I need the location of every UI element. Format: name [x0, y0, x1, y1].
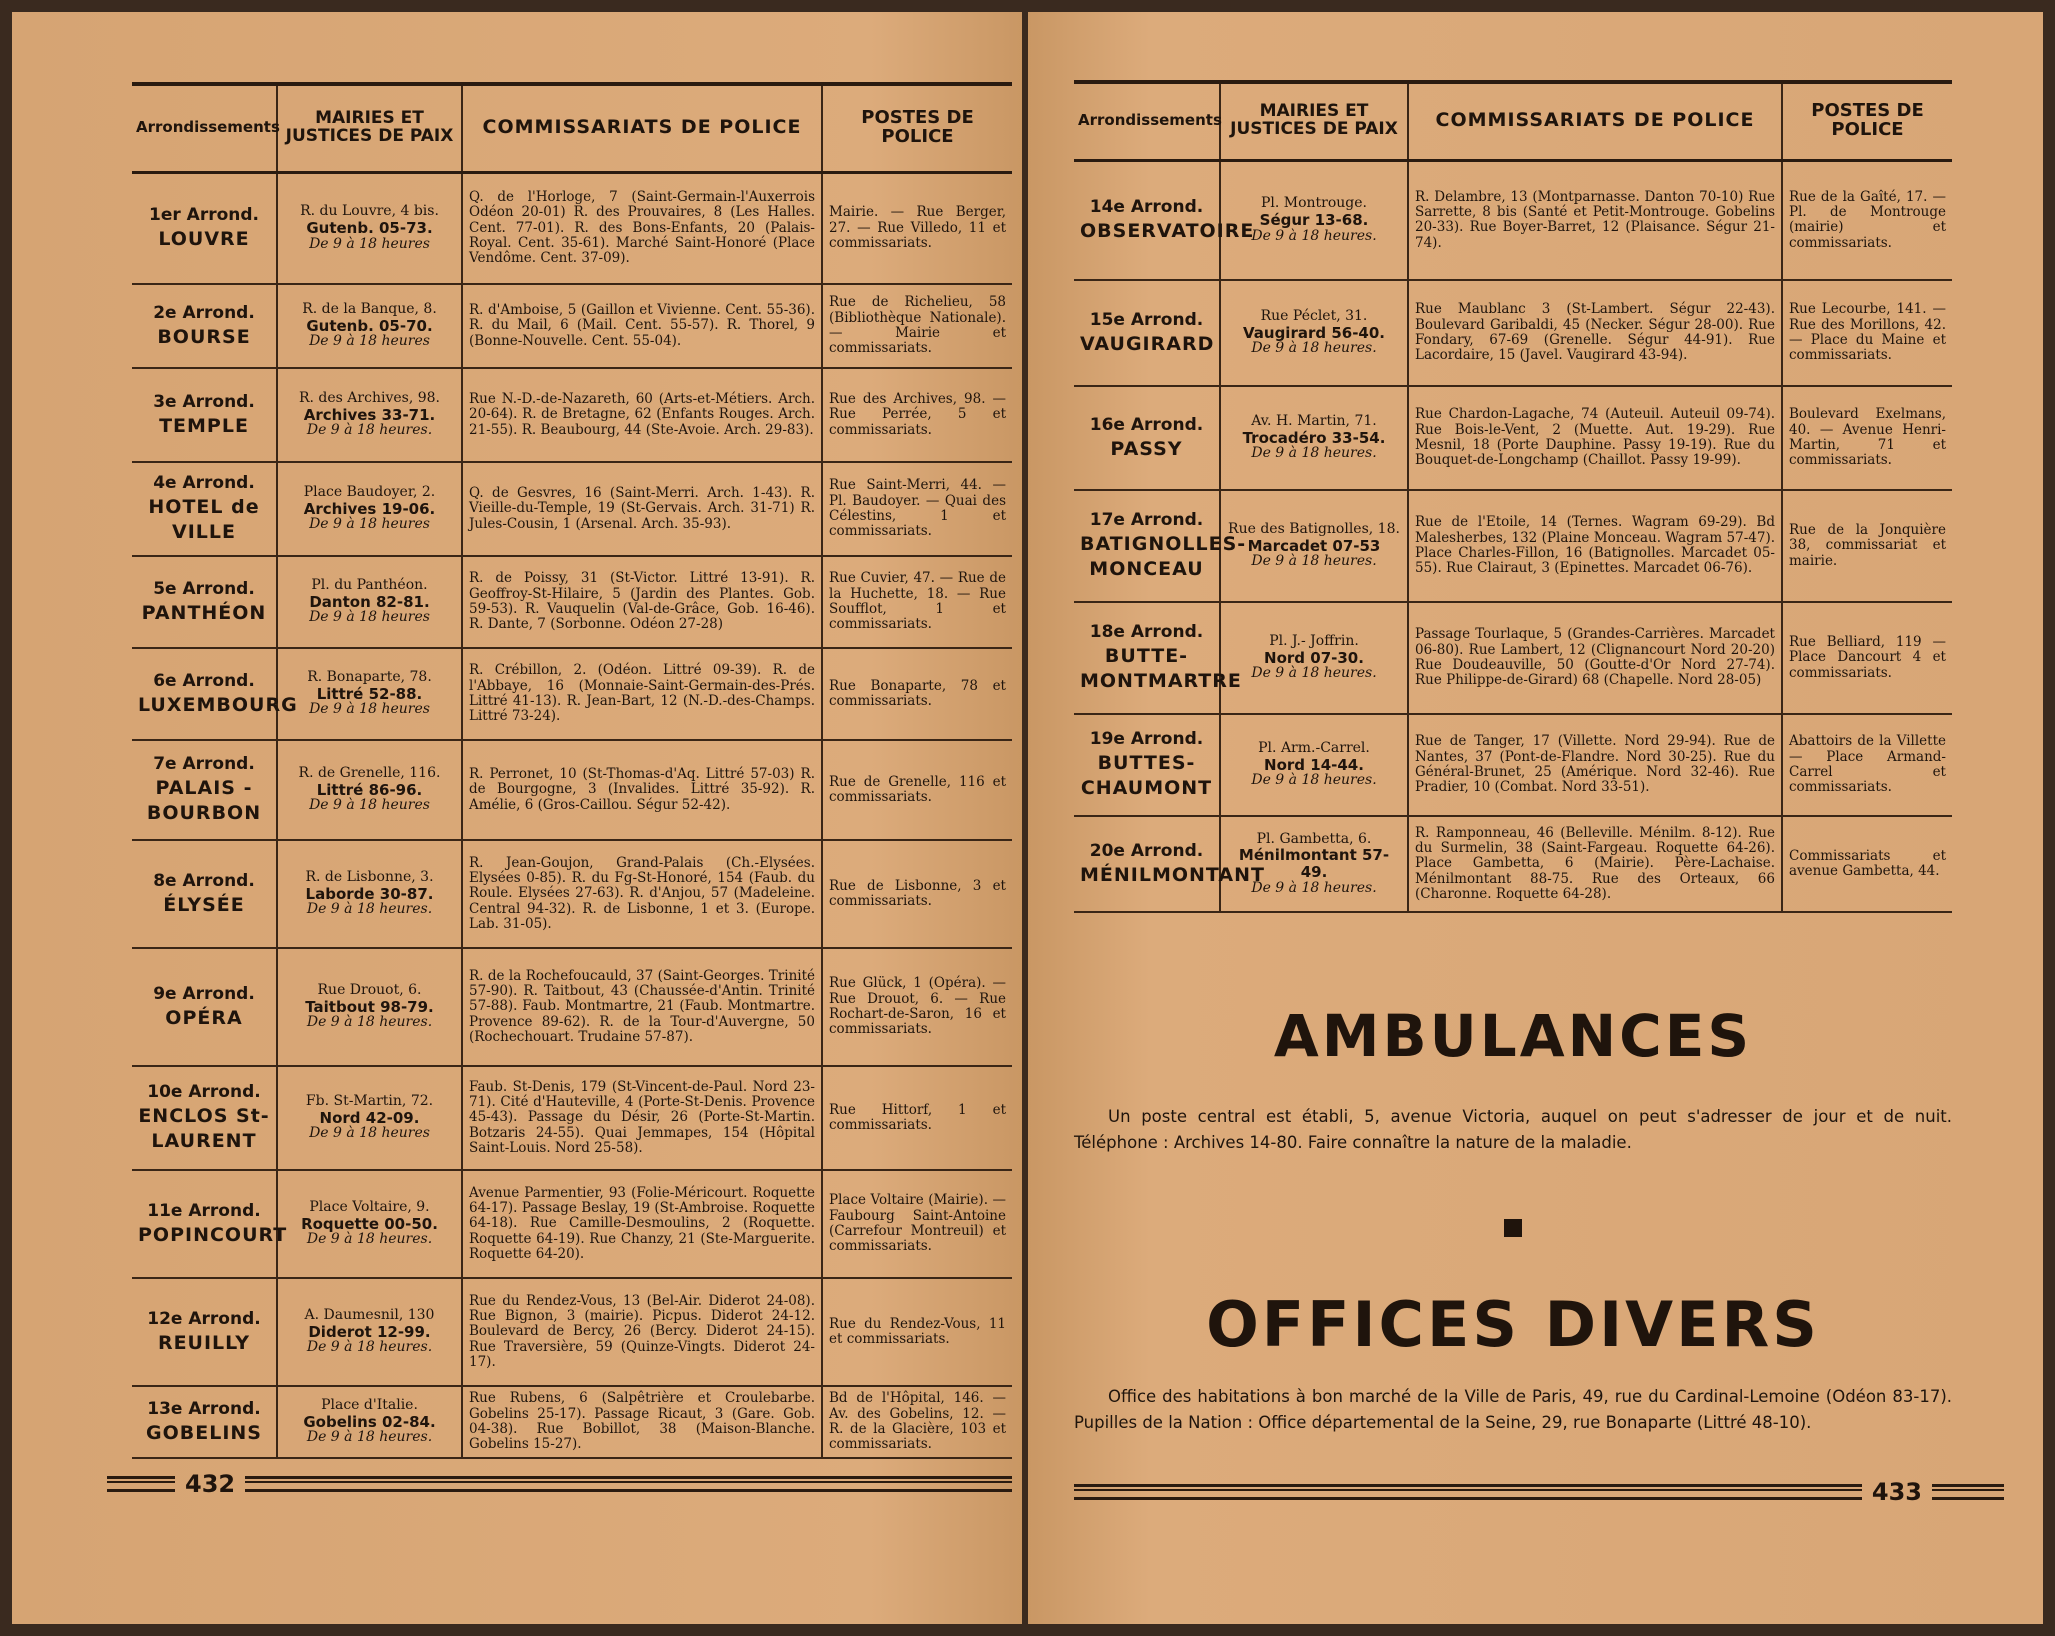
arrondissement-row	[132, 1170, 1012, 1278]
arrondissement-row	[132, 1066, 1012, 1170]
commissariats-cell: Q. de Gesvres, 16 (Saint-Merri. Arch. 1-43). R. Vieille-du-Temple, 19 (St-Gervais. Arch. 31-71) R. Jules-Cousin, 1 (Arsenal. Arch. 35-93).	[462, 462, 822, 556]
header-arrondissements: Arrondissements	[132, 84, 277, 172]
right-page	[1028, 12, 2043, 1624]
mairie-hours: De 9 à 18 heures.	[306, 1339, 433, 1356]
mairie-hours: De 9 à 18 heures.	[1251, 445, 1377, 462]
mairie-phone: Nord 07-30.	[1264, 648, 1364, 667]
mairie-address: R. des Archives, 98.	[298, 389, 440, 406]
offices-divers-heading: OFFICES DIVERS	[1206, 1288, 1820, 1361]
arrondissement-row	[132, 172, 1012, 284]
postes-cell: Commissariats et avenue Gambetta, 44.	[1782, 816, 1952, 912]
arrondissement-name: PANTHÉON	[141, 601, 267, 624]
arrondissement-row	[132, 368, 1012, 462]
arrondissement-row	[132, 1386, 1012, 1458]
mairie-hours: De 9 à 18 heures.	[306, 1231, 433, 1248]
arrondissement-number: 10e Arrond.	[147, 1081, 261, 1102]
arrondissement-number: 12e Arrond.	[147, 1308, 261, 1329]
mairie-hours: De 9 à 18 heures.	[306, 422, 433, 439]
ambulances-heading: AMBULANCES	[1273, 1002, 1753, 1070]
arrondissement-name: ENCLOS St-LAURENT	[138, 1104, 270, 1153]
arrondissement-number: 20e Arrond.	[1089, 840, 1204, 861]
arrondissement-name: TEMPLE	[159, 414, 249, 437]
header-commissariats: COMMISSARIATS DE POLICE	[1408, 82, 1782, 160]
header-mairies: MAIRIES ET JUSTICES DE PAIX	[277, 84, 462, 172]
commissariats-cell: R. d'Amboise, 5 (Gaillon et Vivienne. Cent. 55-36). R. du Mail, 6 (Mail. Cent. 55-57). R. Thorel, 9 (Bonne-Nouvelle. Cent. 55-04).	[462, 284, 822, 368]
arrondissement-name: GOBELINS	[146, 1421, 262, 1444]
arrondissement-name: LOUVRE	[158, 227, 250, 250]
arrondissement-name: BATIGNOLLES-MONCEAU	[1080, 532, 1247, 581]
arrondissement-row	[132, 284, 1012, 368]
arrondissement-cell	[132, 1386, 277, 1458]
arrondissement-row	[1074, 386, 1952, 490]
mairie-cell	[1220, 280, 1408, 386]
arrondissement-cell	[132, 556, 277, 648]
commissariats-cell: R. Delambre, 13 (Montparnasse. Danton 70-10) Rue Sarrette, 8 bis (Santé et Petit-Montrouge. Gobelins 20-33). Rue Boyer-Barret, 12 (Plaisance. Ségur 21-74).	[1408, 160, 1782, 280]
postes-cell: Rue Bonaparte, 78 et commissariats.	[822, 648, 1012, 740]
footer-rule	[1074, 1484, 1862, 1500]
arrondissement-number: 13e Arrond.	[147, 1398, 261, 1419]
mairie-cell	[277, 648, 462, 740]
arrondissement-number: 5e Arrond.	[153, 578, 255, 599]
mairie-cell	[277, 840, 462, 948]
postes-cell: Boulevard Exelmans, 40. — Avenue Henri-Martin, 71 et commissariats.	[1782, 386, 1952, 490]
right-page-footer	[1074, 1478, 2004, 1506]
arrondissement-row	[1074, 160, 1952, 280]
arrondissement-name: BOURSE	[157, 325, 251, 348]
offices-divers-text: Office des habitations à bon marché de la Ville de Paris, 49, rue du Cardinal-Lemoine (Odéon 83-17). Pupilles de la Nation : Office départemental de la Seine, 29, rue Bonaparte (Littré 48-10).	[1074, 1387, 1952, 1432]
arrondissement-row	[1074, 714, 1952, 816]
mairie-phone: Nord 42-09.	[319, 1108, 420, 1127]
arrondissement-name: LUXEMBOURG	[138, 693, 298, 716]
mairie-phone: Gutenb. 05-70.	[306, 316, 433, 335]
arrondissement-cell	[132, 368, 277, 462]
arrondissement-cell	[132, 740, 277, 840]
mairie-phone: Diderot 12-99.	[308, 1322, 431, 1341]
arrondissement-number: 15e Arrond.	[1089, 309, 1204, 330]
mairie-cell	[277, 462, 462, 556]
arrondissement-cell	[1074, 280, 1220, 386]
mairie-cell	[1220, 602, 1408, 714]
mairie-cell	[277, 284, 462, 368]
arrondissement-row	[132, 840, 1012, 948]
mairie-phone: Littré 86-96.	[316, 780, 423, 799]
mairie-phone: Ségur 13-68.	[1259, 210, 1369, 229]
mairie-address: R. de la Banque, 8.	[302, 300, 437, 317]
commissariats-cell: Rue de Tanger, 17 (Villette. Nord 29-94). Rue de Nantes, 37 (Pont-de-Flandre. Nord 30-25). Rue du Général-Brunet, 25 (Amérique. Nord 32-46). Rue Pradier, 10 (Combat. Nord 33-51).	[1408, 714, 1782, 816]
mairie-phone: Gobelins 02-84.	[303, 1412, 436, 1431]
arrondissement-row	[1074, 490, 1952, 602]
mairie-address: R. du Louvre, 4 bis.	[300, 203, 439, 220]
arrondissement-cell	[132, 284, 277, 368]
mairie-address: Rue Péclet, 31.	[1260, 307, 1368, 324]
mairie-phone: Vaugirard 56-40.	[1242, 323, 1386, 342]
arrondissement-number: 16e Arrond.	[1089, 414, 1204, 435]
arrondissement-row	[132, 1278, 1012, 1386]
commissariats-cell: R. de Poissy, 31 (St-Victor. Littré 13-91). R. Geoffroy-St-Hilaire, 5 (Jardin des Plantes. Gob. 59-53). R. Vauquelin (Val-de-Grâce, Gob. 16-46). R. Dante, 7 (Sorbonne. Odéon 27-28)	[462, 556, 822, 648]
mairie-cell	[1220, 386, 1408, 490]
mairie-phone: Nord 14-44.	[1264, 755, 1364, 774]
arrondissement-number: 7e Arrond.	[153, 753, 255, 774]
arrondissement-cell	[1074, 160, 1255, 280]
mairie-hours: De 9 à 18 heures	[309, 333, 430, 350]
mairie-address: R. de Lisbonne, 3.	[305, 868, 434, 885]
arrondissement-cell	[1074, 602, 1242, 714]
mairie-address: A. Daumesnil, 130	[304, 1306, 435, 1323]
commissariats-cell: R. de la Rochefoucauld, 37 (Saint-Georges. Trinité 57-90). R. Taitbout, 43 (Chaussée-d'Antin. Trinité 57-88). Faub. Montmartre, 21 (Faub. Montmartre. Provence 89-62). R. de la Tour-d'Auvergne, 50 (Rochechouart. Trudaine 57-87).	[462, 948, 822, 1066]
footer-rule	[1932, 1484, 2004, 1500]
commissariats-cell: R. Jean-Goujon, Grand-Palais (Ch.-Elysées. Elysées 0-85). R. du Fg-St-Honoré, 154 (Faub. du Roule. Elysées 27-63). R. d'Anjou, 57 (Madeleine. Central 94-32). R. de Lisbonne, 1 et 3. (Europe. Lab. 31-05).	[462, 840, 822, 948]
commissariats-cell: R. Crébillon, 2. (Odéon. Littré 09-39). R. de l'Abbaye, 16 (Monnaie-Saint-Germain-des-Prés. Littré 41-13). R. Jean-Bart, 12 (N.-D.-des-Champs. Littré 73-24).	[462, 648, 822, 740]
arrondissement-name: PALAIS - BOURBON	[146, 776, 262, 825]
postes-cell: Place Voltaire (Mairie). — Faubourg Saint-Antoine (Carrefour Montreuil) et commissariats.	[822, 1170, 1012, 1278]
arrondissement-cell	[1074, 386, 1220, 490]
arrondissement-name: MÉNILMONTANT	[1080, 863, 1265, 886]
header-commissariats: COMMISSARIATS DE POLICE	[462, 84, 822, 172]
mairie-address: Pl. du Panthéon.	[311, 576, 428, 593]
arrondissement-name: OBSERVATOIRE	[1080, 219, 1255, 242]
mairie-hours: De 9 à 18 heures	[309, 609, 430, 626]
postes-cell: Rue Hittorf, 1 et commissariats.	[822, 1066, 1012, 1170]
ambulances-text: Un poste central est établi, 5, avenue Victoria, auquel on peut s'adresser de jour et de nuit. Téléphone : Archives 14-80. Faire connaître la nature de la maladie.	[1074, 1107, 1952, 1152]
mairie-phone: Roquette 00-50.	[301, 1214, 438, 1233]
header-mairies: MAIRIES ET JUSTICES DE PAIX	[1220, 82, 1408, 160]
mairie-phone: Taitbout 98-79.	[305, 997, 434, 1016]
arrondissement-number: 9e Arrond.	[153, 983, 255, 1004]
mairie-phone: Ménilmontant 57-49.	[1238, 846, 1390, 881]
mairie-hours: De 9 à 18 heures.	[1251, 772, 1377, 789]
mairie-hours: De 9 à 18 heures.	[1251, 227, 1377, 244]
arrondissement-cell	[132, 648, 298, 740]
postes-cell: Rue Saint-Merri, 44. — Pl. Baudoyer. — Quai des Célestins, 1 et commissariats.	[822, 462, 1012, 556]
arrondissement-cell	[1074, 714, 1220, 816]
commissariats-cell: Rue de l'Etoile, 14 (Ternes. Wagram 69-29). Bd Malesherbes, 132 (Plaine Monceau. Wagram 57-47). Place Charles-Fillon, 16 (Batignolles. Marcadet 05-55). Rue Clairaut, 3 (Epinettes. Marcadet 06-76).	[1408, 490, 1782, 602]
arrondissement-cell	[1074, 490, 1247, 602]
arrondissement-cell	[132, 172, 277, 284]
arrondissement-number: 19e Arrond.	[1089, 728, 1204, 749]
commissariats-cell: Rue du Rendez-Vous, 13 (Bel-Air. Diderot 24-08). Rue Bignon, 3 (mairie). Picpus. Diderot 24-12. Boulevard de Bercy, 26 (Bercy. Diderot 24-15). Rue Traversière, 59 (Quinze-Vingts. Diderot 24-17).	[462, 1278, 822, 1386]
mairie-address: Place Baudoyer, 2.	[303, 483, 436, 500]
mairie-hours: De 9 à 18 heures.	[1251, 879, 1377, 896]
commissariats-cell: Rue Chardon-Lagache, 74 (Auteuil. Auteuil 09-74). Rue Bois-le-Vent, 2 (Muette. Aut. 19-29). Rue Mesnil, 18 (Porte Dauphine. Passy 19-19). Rue du Bouquet-de-Longchamp (Chaillot. Passy 19-99).	[1408, 386, 1782, 490]
footer-rule	[107, 1476, 175, 1492]
commissariats-cell: Rue Maublanc 3 (St-Lambert. Ségur 22-43). Boulevard Garibaldi, 45 (Necker. Ségur 28-00). Rue Fondary, 67-69 (Grenelle. Ségur 44-91). Rue Lacordaire, 15 (Javel. Vaugirard 43-94).	[1408, 280, 1782, 386]
mairie-phone: Laborde 30-87.	[305, 884, 434, 903]
mairie-phone: Marcadet 07-53	[1247, 536, 1381, 555]
postes-cell: Rue de Richelieu, 58 (Bibliothèque Nationale). — Mairie et commissariats.	[822, 284, 1012, 368]
mairie-hours: De 9 à 18 heures.	[1251, 553, 1377, 570]
arrondissement-row	[132, 740, 1012, 840]
mairie-hours: De 9 à 18 heures.	[306, 901, 433, 918]
commissariats-cell: Avenue Parmentier, 93 (Folie-Méricourt. Roquette 64-17). Passage Beslay, 19 (St-Ambroise. Roquette 64-18). Rue Camille-Desmoulins, 2 (Roquette. Roquette 64-19). Rue Chanzy, 21 (Ste-Marguerite. Roquette 64-20).	[462, 1170, 822, 1278]
arrondissement-number: 2e Arrond.	[153, 302, 255, 323]
postes-cell: Bd de l'Hôpital, 146. — Av. des Gobelins, 12. — R. de la Glacière, 103 et commissariats.	[822, 1386, 1012, 1458]
mairie-hours: De 9 à 18 heures.	[1251, 665, 1377, 682]
commissariats-cell: Passage Tourlaque, 5 (Grandes-Carrières. Marcadet 06-80). Rue Lambert, 12 (Clignancourt Nord 20-20) Rue Doudeauville, 50 (Goutte-d'Or Nord 27-74). Rue Philippe-de-Girard) 68 (Chapelle. Nord 28-05)	[1408, 602, 1782, 714]
arrondissement-number: 11e Arrond.	[147, 1200, 261, 1221]
arrondissement-cell	[132, 1170, 288, 1278]
mairie-cell	[277, 1386, 462, 1458]
header-postes: POSTES DE POLICE	[822, 84, 1012, 172]
mairie-hours: De 9 à 18 heures.	[306, 1014, 433, 1031]
commissariats-cell: R. Perronet, 10 (St-Thomas-d'Aq. Littré 57-03) R. de Bourgogne, 3 (Invalides. Littré 35-92). R. Amélie, 6 (Gros-Caillou. Ségur 52-42).	[462, 740, 822, 840]
arrondissement-name: ÉLYSÉE	[163, 893, 245, 916]
mairie-phone: Archives 19-06.	[303, 499, 436, 518]
postes-cell: Rue Belliard, 119 — Place Dancourt 4 et commissariats.	[1782, 602, 1952, 714]
page-number: 432	[185, 1470, 236, 1498]
arrondissement-number: 8e Arrond.	[153, 870, 255, 891]
mairie-address: Pl. Montrouge.	[1260, 195, 1368, 212]
mairie-cell	[277, 1066, 462, 1170]
mairie-phone: Littré 52-88.	[316, 684, 423, 703]
arrondissement-number: 18e Arrond.	[1089, 621, 1204, 642]
header-postes: POSTES DE POLICE	[1782, 82, 1952, 160]
arrondissement-row	[1074, 816, 1952, 912]
postes-cell: Rue de Grenelle, 116 et commissariats.	[822, 740, 1012, 840]
footer-rule	[245, 1476, 1012, 1492]
postes-cell: Rue de Lisbonne, 3 et commissariats.	[822, 840, 1012, 948]
postes-cell: Mairie. — Rue Berger, 27. — Rue Villedo, 11 et commissariats.	[822, 172, 1012, 284]
postes-cell: Rue Glück, 1 (Opéra). — Rue Drouot, 6. — Rue Rochart-de-Saron, 16 et commissariats.	[822, 948, 1012, 1066]
mairie-address: Av. H. Martin, 71.	[1251, 412, 1377, 429]
mairie-address: Place d'Italie.	[321, 1396, 418, 1413]
mairie-phone: Gutenb. 05-73.	[306, 218, 433, 237]
postes-cell: Rue de la Gaîté, 17. — Pl. de Montrouge (mairie) et commissariats.	[1782, 160, 1952, 280]
arrondissement-row	[1074, 602, 1952, 714]
arrondissement-number: 1er Arrond.	[149, 204, 259, 225]
section-divider-square	[1504, 1219, 1522, 1237]
arrondissement-name: OPÉRA	[165, 1006, 243, 1029]
mairie-address: Fb. St-Martin, 72.	[305, 1092, 434, 1109]
commissariats-cell: Q. de l'Horloge, 7 (Saint-Germain-l'Auxerrois Odéon 20-01) R. des Prouvaires, 8 (Les Halles. Cent. 77-01). R. des Bons-Enfants, 20 (Palais-Royal. Cent. 35-61). Marché Saint-Honoré (Place Vendôme. Cent. 37-09).	[462, 172, 822, 284]
page-number: 433	[1871, 1478, 1922, 1506]
postes-cell: Rue du Rendez-Vous, 11 et commissariats.	[822, 1278, 1012, 1386]
mairie-address: Place Voltaire, 9.	[309, 1198, 430, 1215]
arrondissement-name: PASSY	[1110, 437, 1183, 460]
police-directory-table-left	[132, 82, 1012, 1459]
arrondissement-name: BUTTES-CHAUMONT	[1080, 751, 1213, 800]
arrondissement-number: 3e Arrond.	[153, 391, 255, 412]
arrondissement-name: HOTEL de VILLE	[148, 495, 260, 544]
mairie-cell	[277, 556, 462, 648]
mairie-phone: Danton 82-81.	[309, 592, 430, 611]
arrondissement-row	[132, 556, 1012, 648]
mairie-address: Rue Drouot, 6.	[317, 981, 422, 998]
mairie-cell	[277, 172, 462, 284]
commissariats-cell: Rue N.-D.-de-Nazareth, 60 (Arts-et-Métiers. Arch. 20-64). R. de Bretagne, 62 (Enfants Rouges. Arch. 21-55). R. Beaubourg, 44 (Ste-Avoie. Arch. 29-83).	[462, 368, 822, 462]
mairie-cell	[277, 368, 462, 462]
arrondissement-cell	[132, 840, 277, 948]
postes-cell: Rue de la Jonquière 38, commissariat et mairie.	[1782, 490, 1952, 602]
mairie-address: Pl. J.- Joffrin.	[1269, 632, 1359, 649]
commissariats-cell: Rue Rubens, 6 (Salpêtrière et Croulebarbe. Gobelins 25-17). Passage Ricaut, 3 (Gare. Gob. 04-38). Rue Bobillot, 38 (Maison-Blanche. Gobelins 15-27).	[462, 1386, 822, 1458]
arrondissement-cell	[1074, 816, 1265, 912]
arrondissement-cell	[132, 462, 277, 556]
postes-cell: Rue Lecourbe, 141. — Rue des Morillons, 42. — Place du Maine et commissariats.	[1782, 280, 1952, 386]
arrondissement-number: 6e Arrond.	[153, 670, 255, 691]
mairie-cell	[277, 740, 462, 840]
arrondissement-number: 4e Arrond.	[153, 472, 255, 493]
mairie-hours: De 9 à 18 heures	[309, 1125, 430, 1142]
arrondissement-row	[1074, 280, 1952, 386]
arrondissement-number: 14e Arrond.	[1089, 196, 1204, 217]
mairie-cell	[277, 1278, 462, 1386]
mairie-hours: De 9 à 18 heures.	[306, 1429, 433, 1446]
left-page-footer	[107, 1470, 1012, 1498]
mairie-address: Pl. Arm.-Carrel.	[1258, 739, 1370, 756]
arrondissement-name: BUTTE-MONTMARTRE	[1080, 644, 1242, 693]
police-directory-table-right	[1074, 80, 1952, 913]
mairie-address: R. de Grenelle, 116.	[298, 764, 441, 781]
mairie-address: Pl. Gambetta, 6.	[1256, 830, 1372, 847]
arrondissement-name: VAUGIRARD	[1080, 332, 1215, 355]
mairie-cell	[1220, 490, 1408, 602]
commissariats-cell: Faub. St-Denis, 179 (St-Vincent-de-Paul. Nord 23-71). Cité d'Hauteville, 4 (Porte-St-Denis. Provence 45-43). Passage du Désir, 26 (Porte-St-Martin. Botzaris 24-55). Quai Jemmapes, 154 (Hôpital Saint-Louis. Nord 25-58).	[462, 1066, 822, 1170]
mairie-phone: Trocadéro 33-54.	[1242, 428, 1386, 447]
left-page	[12, 12, 1022, 1624]
arrondissement-row	[132, 648, 1012, 740]
mairie-hours: De 9 à 18 heures.	[1251, 340, 1377, 357]
postes-cell: Abattoirs de la Villette — Place Armand-Carrel et commissariats.	[1782, 714, 1952, 816]
mairie-hours: De 9 à 18 heures	[309, 516, 430, 533]
header-arrondissements: Arrondissements	[1074, 82, 1220, 160]
mairie-hours: De 9 à 18 heures	[309, 701, 430, 718]
mairie-hours: De 9 à 18 heures	[309, 797, 430, 814]
arrondissement-cell	[132, 1066, 277, 1170]
postes-cell: Rue Cuvier, 47. — Rue de la Huchette, 18. — Rue Soufflot, 1 et commissariats.	[822, 556, 1012, 648]
commissariats-cell: R. Ramponneau, 46 (Belleville. Ménilm. 8-12). Rue du Surmelin, 38 (Saint-Fargeau. Roquette 64-26). Place Gambetta, 6 (Mairie). Père-Lachaise. Ménilmontant 88-75. Rue des Orteaux, 66 (Charonne. Roquette 64-28).	[1408, 816, 1782, 912]
arrondissement-name: POPINCOURT	[138, 1223, 288, 1246]
arrondissement-cell	[132, 1278, 277, 1386]
mairie-cell	[1220, 714, 1408, 816]
postes-cell: Rue des Archives, 98. — Rue Perrée, 5 et commissariats.	[822, 368, 1012, 462]
arrondissement-number: 17e Arrond.	[1089, 509, 1204, 530]
mairie-address: Rue des Batignolles, 18.	[1228, 520, 1400, 537]
arrondissement-name: REUILLY	[157, 1331, 251, 1354]
mairie-phone: Archives 33-71.	[303, 405, 436, 424]
mairie-cell	[277, 948, 462, 1066]
mairie-cell	[277, 1170, 462, 1278]
mairie-hours: De 9 à 18 heures	[309, 235, 430, 252]
arrondissement-row	[132, 948, 1012, 1066]
arrondissement-cell	[132, 948, 277, 1066]
mairie-address: R. Bonaparte, 78.	[307, 668, 432, 685]
arrondissement-row	[132, 462, 1012, 556]
